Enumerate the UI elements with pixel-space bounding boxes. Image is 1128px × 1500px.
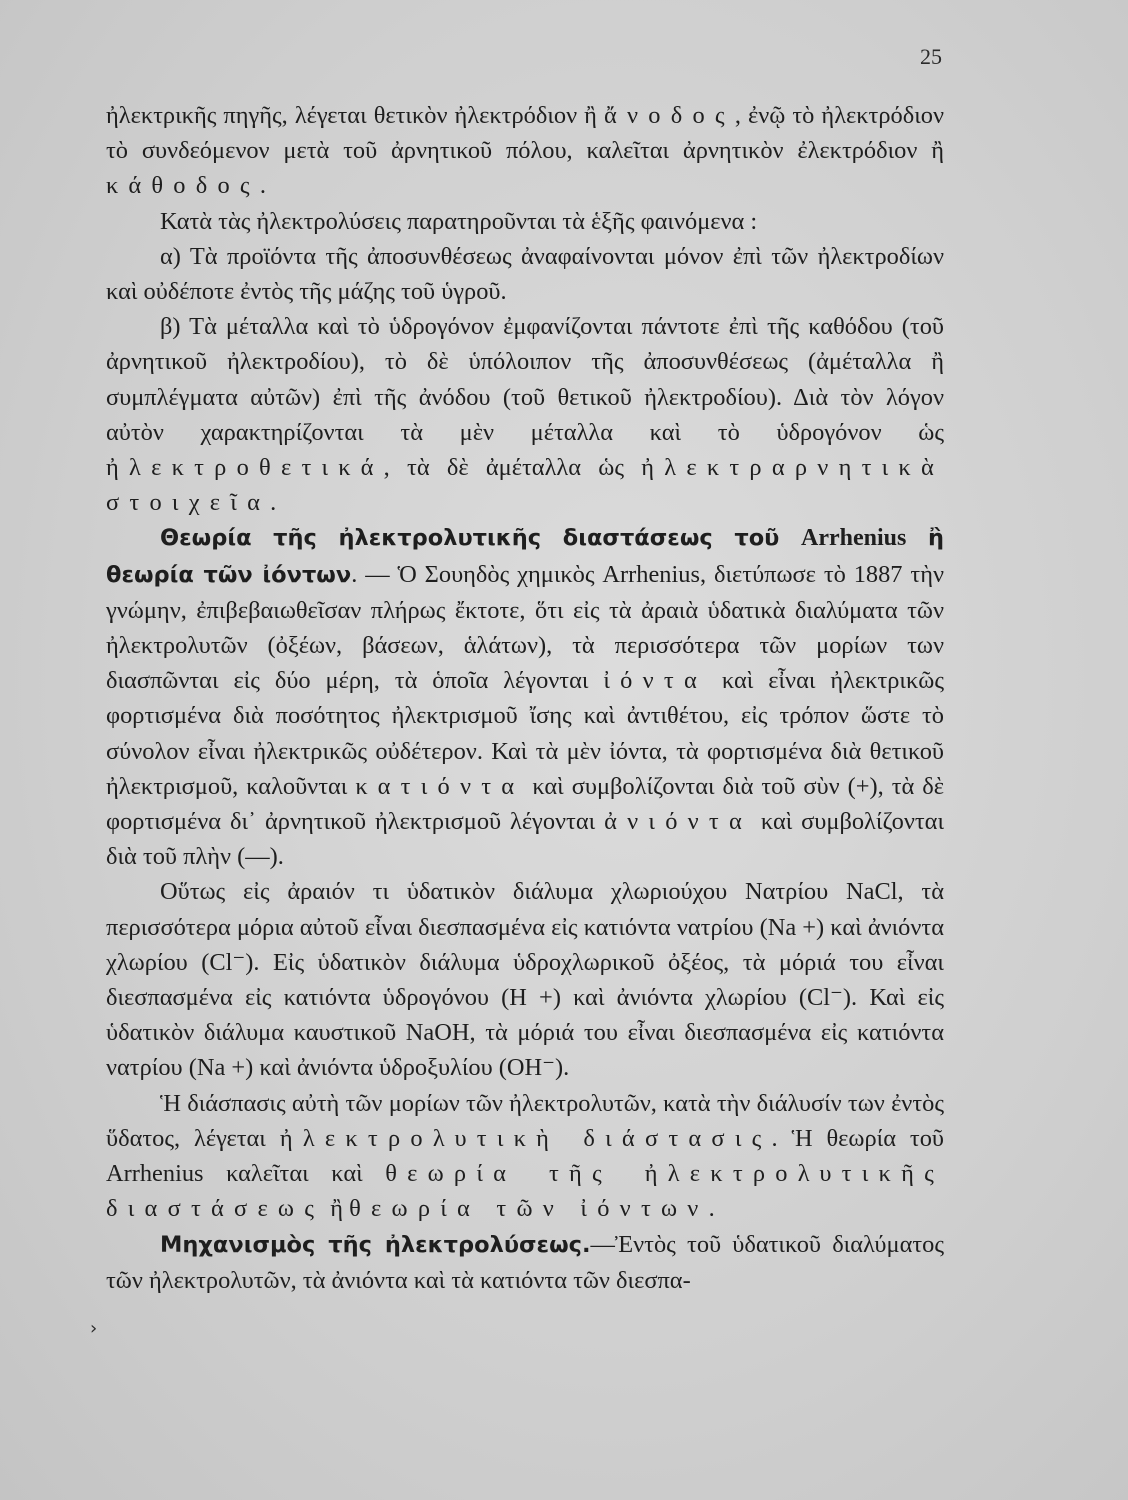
- text-run: .: [708, 1195, 715, 1223]
- text-run: .: [270, 489, 277, 517]
- margin-mark-icon: ›: [90, 1318, 98, 1339]
- text-run: —Ἐντὸς τοῦ ὑδατικοῦ διαλύματος τῶν ἠλεκτρολυτῶν, τὰ ἀνιόντα καὶ τὰ κατιόντα τῶν διεσπα-: [106, 1230, 944, 1294]
- term-cathode: κάθοδος: [106, 172, 260, 200]
- section-heading: ἢ θεωρία τῶν ἰόντων: [106, 525, 944, 588]
- text-run: , τὰ δὲ ἀμέταλλα ὡς: [383, 454, 642, 482]
- page-number: 25: [920, 44, 942, 69]
- section-heading-latin: Arrhenius: [801, 525, 907, 552]
- term-cations: κατιόντα: [355, 772, 525, 800]
- text-run: , ἐνῷ τὸ ἠλεκτρόδιον τὸ συνδεόμενον μετὰ τοῦ ἀρνητικοῦ πόλου, καλεῖται ἀρνητικὸν ἐλεκτρόδιον ἢ: [106, 102, 944, 165]
- text-run: ἢ: [324, 1195, 350, 1223]
- text-run: καὶ συμβολίζονται διὰ τοῦ σὺν (+), τὰ δὲ φορτισμένα δι᾽ ἀρνητικοῦ ἠλεκτρισμοῦ λέγονται: [106, 772, 945, 836]
- paragraph-dissociation: [106, 1086, 944, 1227]
- paragraph-phenomena-intro: Κατὰ τὰς ἠλεκτρολύσεις παρατηροῦνται τὰ ἑξῆς φαινόμενα :: [160, 207, 758, 235]
- text-run: ἠλεκτρικῆς πηγῆς, λέγεται θετικὸν ἠλεκτρόδιον ἢ: [106, 102, 604, 129]
- text-run: Ἡ διάσπασις αὐτὴ τῶν μορίων τῶν ἠλεκτρολυτῶν, κατὰ τὴν διάλυσίν των ἐντὸς ὕδατος, λέγεται: [106, 1089, 944, 1152]
- term-electronegative: ἠλεκτραρνητικὰ στοιχεῖα: [106, 454, 944, 517]
- term-theory-dissociation: θεωρία τῆς ἠλεκτρολυτικῆς διαστάσεως: [106, 1160, 944, 1223]
- text-run: .: [259, 172, 266, 200]
- term-ions: ἰόντα: [603, 667, 707, 695]
- paragraph-point-b: [106, 309, 944, 520]
- page-body: [106, 98, 944, 1298]
- term-electrolytic-dissociation: ἠλεκτρολυτικὴ διάστασις: [279, 1124, 772, 1152]
- paragraph-anode-cathode: [106, 98, 944, 204]
- term-anions: ἀνιόντα: [604, 808, 752, 836]
- text-run: . Ἡ θεωρία τοῦ Arrhenius καλεῖται καὶ: [106, 1124, 944, 1188]
- paragraph-arrhenius-theory: [106, 520, 944, 874]
- term-theory-ions: θεωρία τῶν ἰόντων: [349, 1195, 709, 1223]
- text-run: . — Ὁ Σουηδὸς χημικὸς Arrhenius, διετύπωσε τὸ 1887 τὴν γνώμην, ἐπιβεβαιωθεῖσαν πλήρως ἔκτοτε, ὅτι εἰς τὰ ἀραιὰ ὑδατικὰ διαλύματα τῶν ἠλεκτρολυτῶν (ὀξέων, βάσεων, ἁλάτων), τὰ περισσότερα τῶν μορίων των διασπῶνται εἰς δύο μέρη, τὰ ὁποῖα λέγονται: [106, 560, 944, 695]
- text-run: β) Τὰ μέταλλα καὶ τὸ ὑδρογόνον ἐμφανίζονται πάντοτε ἐπὶ τῆς καθόδου (τοῦ ἀρνητικοῦ ἠλεκτροδίου), τὸ δὲ ὑπόλοιπον τῆς ἀποσυνθέσεως (ἀμέταλλα ἢ συμπλέγματα αὐτῶν) ἐπὶ τῆς ἀνόδου (τοῦ θετικοῦ ἠλεκτροδίου). Διὰ τὸν λόγον αὐτὸν χαρακτηρίζονται τὰ μὲν μέταλλα καὶ τὸ ὑδρογόνον ὡς: [106, 313, 944, 446]
- section-heading: Μηχανισμὸς τῆς ἠλεκτρολύσεως.: [160, 1231, 591, 1258]
- text-run: καὶ εἶναι ἠλεκτρικῶς φορτισμένα διὰ ποσότητος ἠλεκτρισμοῦ ἴσης καὶ ἀντιθέτου, εἰς τρόπον ὥστε τὸ σύνολον εἶναι ἠλεκτρικῶς οὐδέτερον. Καὶ τὰ μὲν ἰόντα, τὰ φορτισμένα διὰ θετικοῦ ἠλεκτρισμοῦ, καλοῦνται: [106, 667, 944, 800]
- text-run: καὶ συμβολίζονται διὰ τοῦ πλὴν (—).: [106, 808, 945, 871]
- paragraph-point-a: α) Τὰ προϊόντα τῆς ἀποσυνθέσεως ἀναφαίνονται μόνον ἐπὶ τῶν ἠλεκτροδίων καὶ οὐδέποτε ἐντὸς τῆς μάζης τοῦ ὑγροῦ.: [106, 242, 944, 306]
- paragraph-examples: Οὕτως εἰς ἀραιόν τι ὑδατικὸν διάλυμα χλωριούχου Νατρίου NaCl, τὰ περισσότερα μόρια αὐτοῦ εἶναι διεσπασμένα εἰς κατιόντα νατρίου (Na +) καὶ ἀνιόντα χλωρίου (Cl⁻). Εἰς ὑδατικὸν διάλυμα ὑδροχλωρικοῦ ὀξέος, τὰ μόριά του εἶναι διεσπασμένα εἰς κατιόντα ὑδρογόνου (H +) καὶ ἀνιόντα χλωρίου (Cl⁻). Καὶ εἰς ὑδατικὸν διάλυμα καυστικοῦ NaOH, τὰ μόριά του εἶναι διεσπασμένα εἰς κατιόντα νατρίου (Na +) καὶ ἀνιόντα ὑδροξυλίου (OH⁻).: [106, 878, 944, 1082]
- term-anode: ἄνοδος: [604, 102, 735, 129]
- section-heading: Θεωρία τῆς ἠλεκτρολυτικῆς διαστάσεως τοῦ: [160, 525, 801, 552]
- term-electropositive: ἠλεκτροθετικά: [106, 454, 384, 482]
- paragraph-mechanism: [106, 1227, 944, 1298]
